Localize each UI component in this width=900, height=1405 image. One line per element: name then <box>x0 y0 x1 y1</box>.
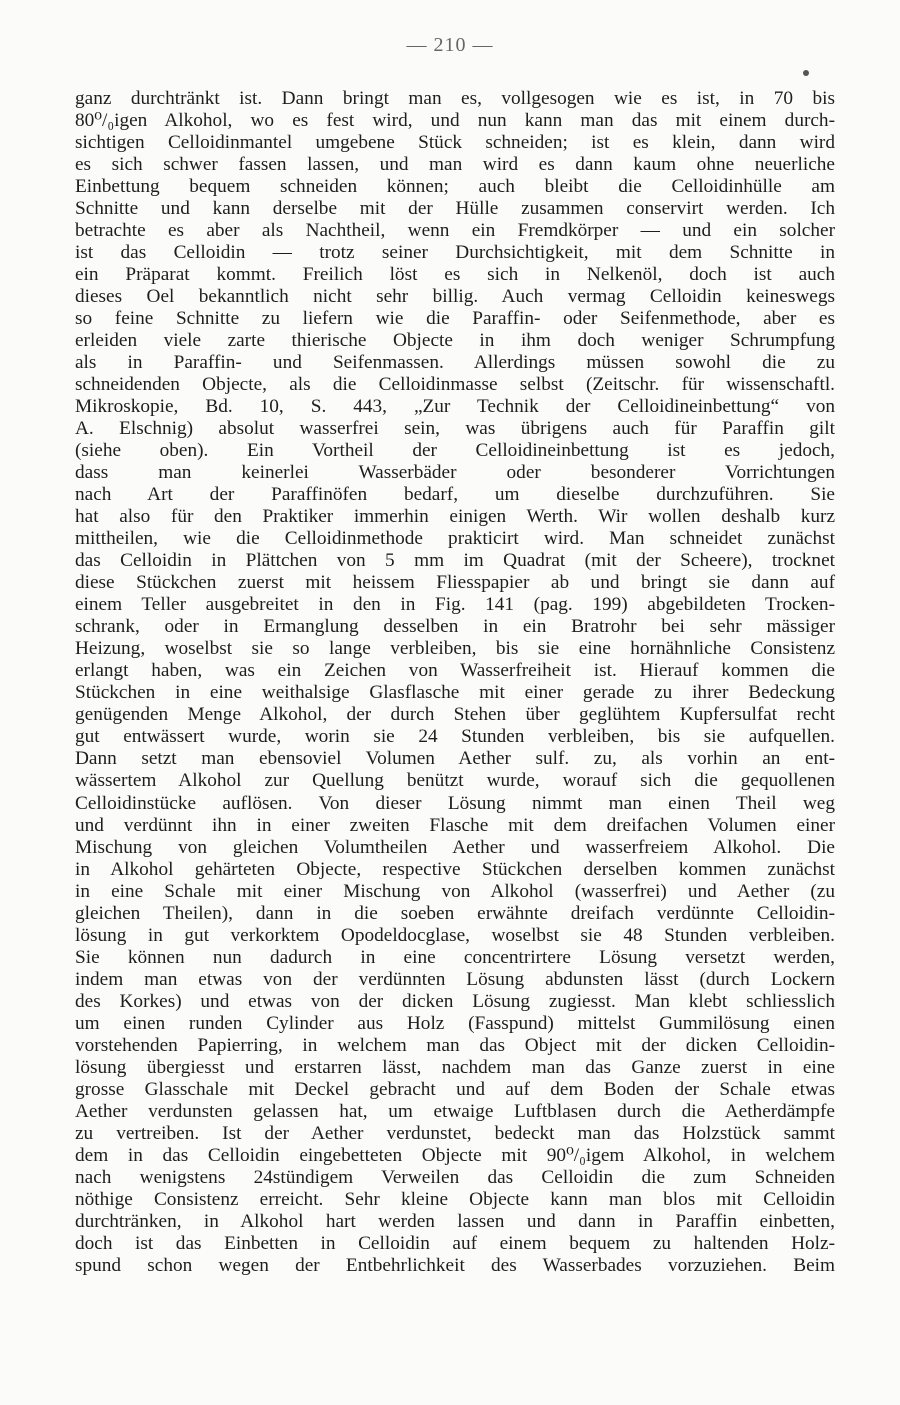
text-line: sichtigen Celloidinmantel umgebene Stück schneiden; ist es klein, dann wird <box>75 132 835 154</box>
page-number: — 210 — <box>406 34 494 56</box>
text-line: dem in das Celloidin eingebetteten Objecte mit 90⁰/₀igem Alkohol, in welchem <box>75 1144 835 1166</box>
text-line: Einbettung bequem schneiden können; auch bleibt die Celloidinhülle am <box>75 176 835 198</box>
text-line: indem man etwas von der verdünnten Lösung abdunsten lässt (durch Lockern <box>75 968 835 990</box>
text-line: (siehe oben). Ein Vortheil der Celloidineinbettung ist es jedoch, <box>75 440 835 462</box>
text-line: so feine Schnitte zu liefern wie die Paraffin- oder Seifenmethode, aber es <box>75 308 835 330</box>
text-line: durchtränken, in Alkohol hart werden lassen und dann in Paraffin einbetten, <box>75 1210 835 1232</box>
text-line: Schnitte und kann derselbe mit der Hülle zusammen conservirt werden. Ich <box>75 198 835 220</box>
text-line: schrank, oder in Ermanglung desselben in ein Bratrohr bei sehr mässiger <box>75 616 835 638</box>
text-line: gleichen Theilen), dann in die soeben erwähnte dreifach verdünnte Celloidin- <box>75 902 835 924</box>
text-line: nach wenigstens 24stündigem Verweilen das Celloidin die zum Schneiden <box>75 1166 835 1188</box>
ink-spot <box>803 70 809 76</box>
text-line: Stückchen in eine weithalsige Glasflasche mit einer gerade zu ihrer Bedeckung <box>75 682 835 704</box>
text-line: lösung in gut verkorktem Opodeldocglase, woselbst sie 48 Stunden verbleiben. <box>75 924 835 946</box>
text-line: genügenden Menge Alkohol, der durch Stehen über geglühtem Kupfersulfat recht <box>75 704 835 726</box>
text-line: Dann setzt man ebensoviel Volumen Aether sulf. zu, als vorhin an ent- <box>75 748 835 770</box>
text-line: Mischung von gleichen Volumtheilen Aether und wasserfreiem Alkohol. Die <box>75 836 835 858</box>
text-line: hat also für den Praktiker immerhin einigen Werth. Wir wollen deshalb kurz <box>75 506 835 528</box>
text-line: erlangt haben, was ein Zeichen von Wasserfreiheit ist. Hierauf kommen die <box>75 660 835 682</box>
text-line: dass man keinerlei Wasserbäder oder besonderer Vorrichtungen <box>75 462 835 484</box>
text-line: zu vertreiben. Ist der Aether verdunstet, bedeckt man das Holzstück sammt <box>75 1122 835 1144</box>
text-line: mittheilen, wie die Celloidinmethode prakticirt wird. Man schneidet zunächst <box>75 528 835 550</box>
text-line: erleiden viele zarte thierische Objecte in ihm doch weniger Schrumpfung <box>75 330 835 352</box>
text-line: ein Präparat kommt. Freilich löst es sich in Nelkenöl, doch ist auch <box>75 264 835 286</box>
text-line: ganz durchtränkt ist. Dann bringt man es, vollgesogen wie es ist, in 70 bis <box>75 88 835 109</box>
text-line: betrachte es aber als Nachtheil, wenn ein Fremdkörper — und ein solcher <box>75 220 835 242</box>
text-line: und verdünnt ihn in einer zweiten Flasche mit dem dreifachen Volumen einer <box>75 814 835 836</box>
text-line: in Alkohol gehärteten Objecte, respective Stückchen derselben kommen zunächst <box>75 858 835 880</box>
text-line: nach Art der Paraffinöfen bedarf, um dieselbe durchzuführen. Sie <box>75 484 835 506</box>
text-line: Aether verdunsten gelassen hat, um etwaige Luftblasen durch die Aetherdämpfe <box>75 1100 835 1122</box>
text-line: Celloidinstücke auflösen. Von dieser Lösung nimmt man einen Theil weg <box>75 792 835 814</box>
text-line: A. Elschnig) absolut wasserfrei sein, was übrigens auch für Paraffin gilt <box>75 418 835 440</box>
text-line: als in Paraffin- und Seifenmassen. Allerdings müssen sowohl die zu <box>75 352 835 374</box>
text-line: diese Stückchen zuerst mit heissem Fliesspapier ab und bringt sie dann auf <box>75 572 835 594</box>
text-line: spund schon wegen der Entbehrlichkeit des Wasserbades vorzuziehen. Beim <box>75 1254 835 1276</box>
text-line: gut entwässert wurde, worin sie 24 Stunden verbleiben, bis sie aufquellen. <box>75 726 835 748</box>
text-line: es sich schwer fassen lassen, und man wird es dann kaum ohne neuerliche <box>75 154 835 176</box>
text-line: schneidenden Objecte, als die Celloidinmasse selbst (Zeitschr. für wissenschaftl. <box>75 374 835 396</box>
text-line: Heizung, woselbst sie so lange verbleiben, bis sie eine hornähnliche Consistenz <box>75 638 835 660</box>
text-line: vorstehenden Papierring, in welchem man das Object mit der dicken Celloidin- <box>75 1034 835 1056</box>
text-line: dieses Oel bekanntlich nicht sehr billig. Auch vermag Celloidin keineswegs <box>75 286 835 308</box>
text-line: um einen runden Cylinder aus Holz (Fasspund) mittelst Gummilösung einen <box>75 1012 835 1034</box>
text-line: Sie können nun dadurch in eine concentrirtere Lösung versetzt werden, <box>75 946 835 968</box>
text-line: Mikroskopie, Bd. 10, S. 443, „Zur Technik der Celloidineinbettung“ von <box>75 396 835 418</box>
text-line: wässertem Alkohol zur Quellung benützt wurde, worauf sich die gequollenen <box>75 770 835 792</box>
text-line: einem Teller ausgebreitet in den in Fig. 141 (pag. 199) abgebildeten Trocken- <box>75 594 835 616</box>
text-line: grosse Glasschale mit Deckel gebracht und auf dem Boden der Schale etwas <box>75 1078 835 1100</box>
text-line: nöthige Consistenz erreicht. Sehr kleine Objecte kann man blos mit Celloidin <box>75 1188 835 1210</box>
text-line: das Celloidin in Plättchen von 5 mm im Quadrat (mit der Scheere), trocknet <box>75 550 835 572</box>
text-line: 80⁰/₀igen Alkohol, wo es fest wird, und nun kann man das mit einem durch- <box>75 110 835 132</box>
body-text <box>75 88 835 1277</box>
text-line: des Korkes) und etwas von der dicken Lösung zugiesst. Man klebt schliesslich <box>75 990 835 1012</box>
text-line: doch ist das Einbetten in Celloidin auf einem bequem zu haltenden Holz- <box>75 1232 835 1254</box>
text-line: in eine Schale mit einer Mischung von Alkohol (wasserfrei) und Aether (zu <box>75 880 835 902</box>
text-line: ist das Celloidin — trotz seiner Durchsichtigkeit, mit dem Schnitte in <box>75 242 835 264</box>
text-line: lösung übergiesst und erstarren lässt, nachdem man das Ganze zuerst in eine <box>75 1056 835 1078</box>
